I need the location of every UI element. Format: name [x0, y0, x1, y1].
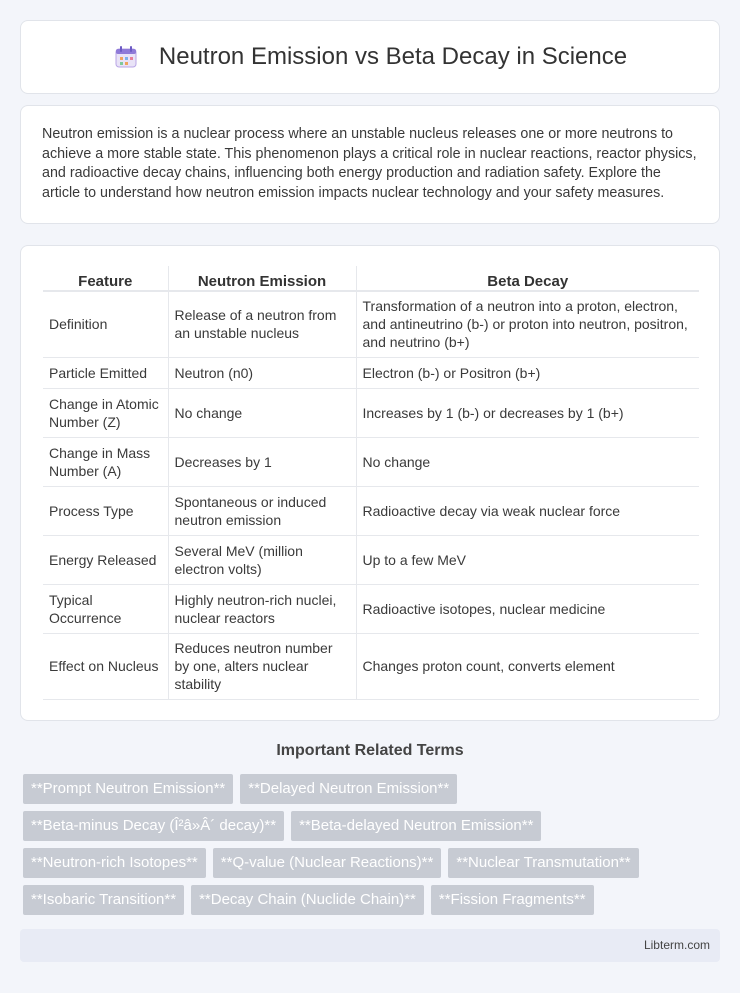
- column-header-neutron-emission: Neutron Emission: [168, 266, 356, 291]
- neutron-emission-cell: No change: [168, 388, 356, 437]
- beta-decay-cell: Transformation of a neutron into a proton, electron, and antineutrino (b-) or proton into neutron, positron, and neutrino (b+): [356, 291, 699, 357]
- beta-decay-cell: Changes proton count, converts element: [356, 633, 699, 699]
- column-header-feature: Feature: [43, 266, 168, 291]
- feature-cell: Energy Released: [43, 535, 168, 584]
- related-term-tag[interactable]: **Fission Fragments**: [431, 885, 594, 915]
- neutron-emission-cell: Spontaneous or induced neutron emission: [168, 486, 356, 535]
- beta-decay-cell: No change: [356, 437, 699, 486]
- related-term-tag[interactable]: **Decay Chain (Nuclide Chain)**: [191, 885, 424, 915]
- neutron-emission-cell: Highly neutron-rich nuclei, nuclear reactors: [168, 584, 356, 633]
- related-term-tag[interactable]: **Neutron-rich Isotopes**: [23, 848, 206, 878]
- table-row: [43, 357, 699, 388]
- calendar-icon: [113, 44, 139, 70]
- neutron-emission-cell: Several MeV (million electron volts): [168, 535, 356, 584]
- table-row: [43, 633, 699, 699]
- page-title: Neutron Emission vs Beta Decay in Science: [158, 43, 628, 70]
- beta-decay-cell: Radioactive decay via weak nuclear force: [356, 486, 699, 535]
- beta-decay-cell: Electron (b-) or Positron (b+): [356, 357, 699, 388]
- related-terms-title: Important Related Terms: [276, 742, 464, 759]
- beta-decay-cell: Up to a few MeV: [356, 535, 699, 584]
- table-row: [43, 291, 699, 357]
- beta-decay-cell: Increases by 1 (b-) or decreases by 1 (b+): [356, 388, 699, 437]
- feature-cell: Change in Mass Number (A): [43, 437, 168, 486]
- table-row: [43, 437, 699, 486]
- neutron-emission-cell: Neutron (n0): [168, 357, 356, 388]
- table-row: [43, 535, 699, 584]
- table-header-row: [43, 266, 699, 291]
- table-row: [43, 584, 699, 633]
- related-term-tag[interactable]: **Prompt Neutron Emission**: [23, 774, 233, 804]
- feature-cell: Particle Emitted: [43, 357, 168, 388]
- related-term-tag[interactable]: **Delayed Neutron Emission**: [240, 774, 457, 804]
- feature-cell: Typical Occurrence: [43, 584, 168, 633]
- neutron-emission-cell: Decreases by 1: [168, 437, 356, 486]
- footer-site-link[interactable]: Libterm.com: [643, 938, 710, 952]
- comparison-table: [43, 266, 699, 700]
- feature-cell: Change in Atomic Number (Z): [43, 388, 168, 437]
- header: [113, 43, 627, 71]
- related-term-tag[interactable]: **Nuclear Transmutation**: [448, 848, 638, 878]
- feature-cell: Effect on Nucleus: [43, 633, 168, 699]
- intro-card: [20, 105, 720, 224]
- neutron-emission-cell: Reduces neutron number by one, alters nuclear stability: [168, 633, 356, 699]
- related-term-tag[interactable]: **Beta-minus Decay (Î²â»Â´ decay)**: [23, 811, 284, 841]
- comparison-table-card: [20, 245, 720, 721]
- intro-text: Neutron emission is a nuclear process where an unstable nucleus releases one or more neutrons to achieve a more stable state. This phenomenon plays a critical role in nuclear reactions, reactor physics, and radioactive decay chains, influencing both energy production and radiation safety. Explore the article to understand how neutron emission impacts nuclear technology and your safety measures.: [42, 126, 697, 201]
- footer: [20, 929, 720, 962]
- header-card: [20, 20, 720, 94]
- related-term-tag[interactable]: **Beta-delayed Neutron Emission**: [291, 811, 541, 841]
- related-terms-list: [23, 774, 723, 922]
- neutron-emission-cell: Release of a neutron from an unstable nucleus: [168, 291, 356, 357]
- table-row: [43, 486, 699, 535]
- related-term-tag[interactable]: **Q-value (Nuclear Reactions)**: [213, 848, 442, 878]
- related-term-tag[interactable]: **Isobaric Transition**: [23, 885, 184, 915]
- feature-cell: Definition: [43, 291, 168, 357]
- column-header-beta-decay: Beta Decay: [356, 266, 699, 291]
- beta-decay-cell: Radioactive isotopes, nuclear medicine: [356, 584, 699, 633]
- feature-cell: Process Type: [43, 486, 168, 535]
- table-row: [43, 388, 699, 437]
